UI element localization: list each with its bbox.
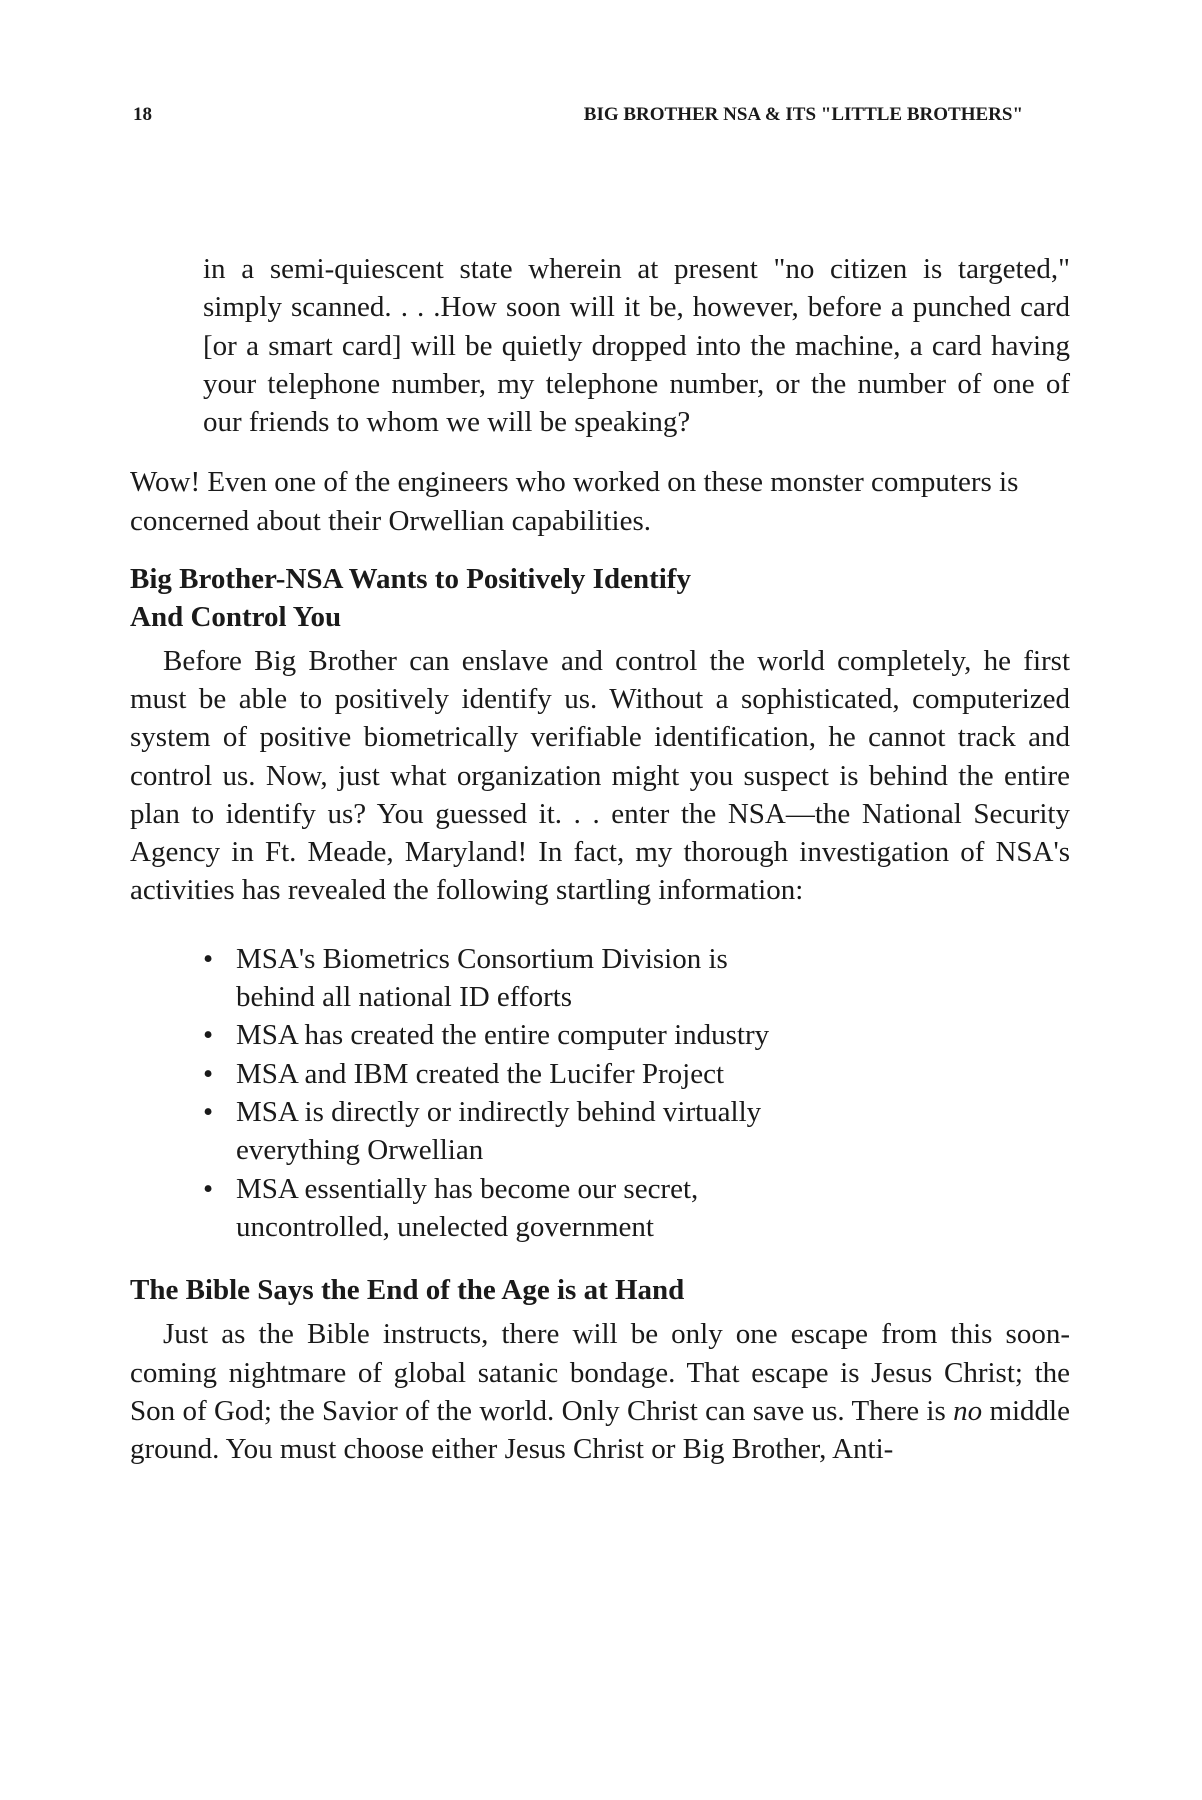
page-body	[130, 250, 1070, 1469]
page-number: 18	[133, 104, 152, 125]
bullet-icon: •	[203, 942, 214, 975]
paragraph-wow: Wow! Even one of the engineers who worked on these monster computers is concerned about their Orwellian capabilities.	[130, 466, 1019, 537]
list-item	[203, 1093, 796, 1170]
section-heading-identify	[130, 560, 1070, 637]
block-quote: in a semi-quiescent state wherein at present "no citizen is targeted," simply scanned. . . .How soon will it be, however, before a punched card [or a smart card] will be quietly dropped into the machine, a card having your telephone number, my telephone number, or the number of one of our friends to whom we will be speaking?	[203, 253, 1070, 439]
list-item	[203, 1055, 796, 1093]
paragraph-identify: Before Big Brother can enslave and control the world completely, he first must be able to positively identify us. Without a sophisticated, computerized system of positive biometrically verifiable identification, he cannot track and control us. Now, just what organization might you suspect is behind the entire plan to identify us? You guessed it. . . enter the NSA—the National Security Agency in Ft. Meade, Maryland! In fact, my thorough investigation of NSA's activities has revealed the following startling information:	[130, 644, 1070, 907]
list-item-text: MSA essentially has become our secret, uncontrolled, unelected government	[236, 1172, 699, 1243]
running-head: BIG BROTHER NSA & ITS "LITTLE BROTHERS"	[583, 104, 1023, 125]
list-item-text: MSA has created the entire computer industry	[236, 1019, 770, 1052]
list-item	[203, 1016, 796, 1054]
bullet-icon: •	[203, 1019, 214, 1052]
section-heading-bible: The Bible Says the End of the Age is at Hand	[130, 1274, 685, 1307]
list-item-text: MSA and IBM created the Lucifer Project	[236, 1057, 725, 1090]
list-item-text: MSA is directly or indirectly behind virtually everything Orwellian	[236, 1095, 762, 1167]
list-item	[203, 940, 796, 1017]
section-heading-line-1: Big Brother-NSA Wants to Positively Identify	[130, 563, 691, 596]
list-item-text: MSA's Biometrics Consortium Division is behind all national ID efforts	[236, 942, 728, 1014]
bullet-icon: •	[203, 1057, 214, 1090]
bullet-icon: •	[203, 1172, 214, 1205]
paragraph-bible	[130, 1315, 1070, 1468]
page-header	[133, 104, 1023, 134]
paragraph-bible-emphasis: no	[953, 1395, 983, 1428]
nsa-facts-list	[130, 940, 1070, 1246]
paragraph-bible-text-2: middle ground. You must choose either Jesus Christ or Big Brother, Anti-	[130, 1395, 1070, 1466]
paragraph-bible-text-1: Just as the Bible instructs, there will be only one escape from this soon-coming nightmare of global satanic bondage. That escape is Jesus Christ; the Son of God; the Savior of the world. Only Christ can save us. There is	[130, 1318, 1070, 1428]
section-heading-line-2: And Control You	[130, 601, 342, 634]
list-item	[203, 1170, 796, 1247]
bullet-icon: •	[203, 1095, 214, 1128]
